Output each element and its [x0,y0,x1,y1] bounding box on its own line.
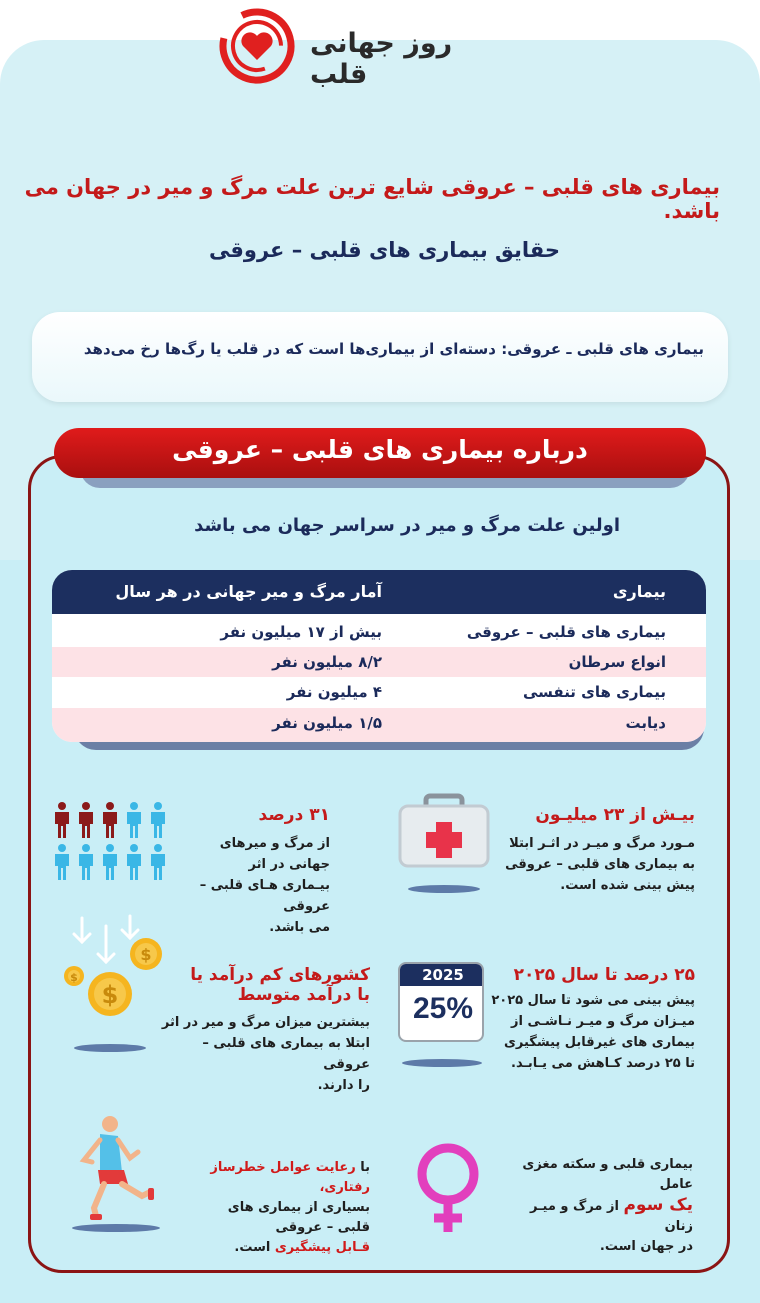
heart-circle-icon [215,6,299,86]
people-icon [52,800,172,880]
subheadline: حقایق بیماری های قلبی – عروقی [208,238,560,262]
fact-line: بیماری های غیرقابل پیشگیری [503,1035,695,1050]
fact-23m-title: بیـش از ۲۳ میلیـون [535,805,695,825]
table-row [52,708,706,742]
person-figure [127,802,141,838]
fact-31-body [175,833,330,938]
fact-highlight: رعایت عوامل خطرساز رفتاری، [210,1160,370,1195]
calendar-shadow [402,1059,482,1067]
fact-line [160,1158,370,1198]
fact-2025-title: ۲۵ درصد تا سال ۲۰۲۵ [513,965,695,985]
fact-line: به بیماری های قلبی – عروقی [505,857,695,872]
table-cell-deaths: ۴ میلیون نفر [286,683,382,701]
person-figure [103,844,117,880]
table-cell-disease: انواع سرطان [568,653,666,671]
fact-line [160,1238,370,1258]
definition-text: بیماری های قلبی ـ عروقی: دسته‌ای از بیماری‌ها است که در قلب یا رگ‌ها رخ می‌دهد [83,340,704,358]
person-figure [55,844,69,880]
fact-income-title [160,965,370,1005]
fact-text: با [360,1160,370,1175]
table-cell-disease: بیماری های قلبی – عروقی [466,623,666,641]
first-aid-kit-icon [396,792,492,900]
coin-symbol: $ [101,981,119,1009]
fact-women-text: از مرگ و میـر زنان [529,1199,693,1234]
fact-highlight: قـابل پیشگیری [274,1240,370,1255]
fact-title-line: کشورهای کم درآمد یا [190,965,370,985]
fact-line: تا ۲۵ درصد کـاهش می یـابـد. [511,1056,695,1071]
table-cell-deaths: بیش از ۱۷ میلیون نفر [220,623,382,641]
table-header-deaths: آمار مرگ و میر جهانی در هر سال [115,582,382,601]
calendar-value: 25% [412,992,474,1025]
logo-title: روز جهانی قلب [310,28,453,90]
fact-line [498,1195,693,1237]
calendar-icon [398,962,488,1072]
table-cell-deaths: ۱/۵ میلیون نفر [272,714,382,732]
fact-line: در جهان است. [599,1239,693,1254]
fact-prevention-body [160,1158,370,1258]
table-cell-deaths: ۸/۲ میلیون نفر [272,653,382,671]
table-row [52,617,706,647]
fact-line: بسیاری از بیماری های [227,1200,370,1215]
table-header [52,570,706,614]
fact-line: پیش بینی می شود تا سال ۲۰۲۵ [491,993,695,1008]
section-banner-text: درباره بیماری های قلبی – عروقی [172,435,588,464]
fact-text: است. [234,1240,271,1255]
fact-2025-body [490,990,695,1074]
coin-symbol: $ [70,971,78,984]
female-symbol-icon [408,1140,488,1240]
header [0,0,760,90]
table-cell-disease: بیماری های تنفسی [522,683,666,701]
fact-23m-body [500,833,695,896]
fact-line: بیماری قلبی و سکته مغزی عامل [522,1157,693,1192]
headline: بیماری های قلبی – عروقی شایع ترین علت مرگ و میر در جهان می باشد. [24,175,720,223]
person-figure [79,802,93,838]
mortality-table [52,570,706,742]
fact-line: ابتلا به بیماری های قلبی – عروقی [202,1036,370,1072]
fact-31-title: ۳۱ درصد [258,805,330,825]
fact-line: را دارند. [317,1078,370,1093]
fact-title-line: با درآمد متوسط [237,985,370,1005]
table-header-disease: بیماری [612,582,666,601]
table-row [52,647,706,677]
fact-line: مـورد مرگ و میـر در اثـر ابتلا [509,836,695,851]
fact-line: پیش بینی شده است. [560,878,695,893]
table-cell-disease: دیابت [625,714,666,732]
person-figure [55,802,69,838]
calendar-year: 2025 [400,964,484,986]
person-figure [151,802,165,838]
person-figure [151,844,165,880]
fact-line: بیـماری هـای قلبی – عروقی [199,878,330,914]
fact-income-body [160,1012,370,1096]
fact-women-highlight: یک سوم [623,1195,693,1215]
coin-symbol: $ [140,945,152,964]
person-figure [127,844,141,880]
fact-line: قلبی – عروقی [275,1220,370,1235]
fact-women-body [498,1155,693,1257]
runner-icon [66,1112,166,1237]
fact-line: میـزان مرگ و میـر نـاشـی از [510,1014,695,1029]
calendar-body [398,962,484,1042]
fact-line: بیشترین میزان مرگ و میر در اثر [161,1015,370,1030]
section-lead: اولین علت مرگ و میر در سراسر جهان می باشد [194,515,620,536]
table-row [52,677,706,707]
fact-line: می باشد. [269,920,330,935]
fact-line: از مرگ و میرهای جهانی در اثر [219,836,330,872]
coins-icon [60,912,170,1057]
person-figure [79,844,93,880]
person-figure [103,802,117,838]
